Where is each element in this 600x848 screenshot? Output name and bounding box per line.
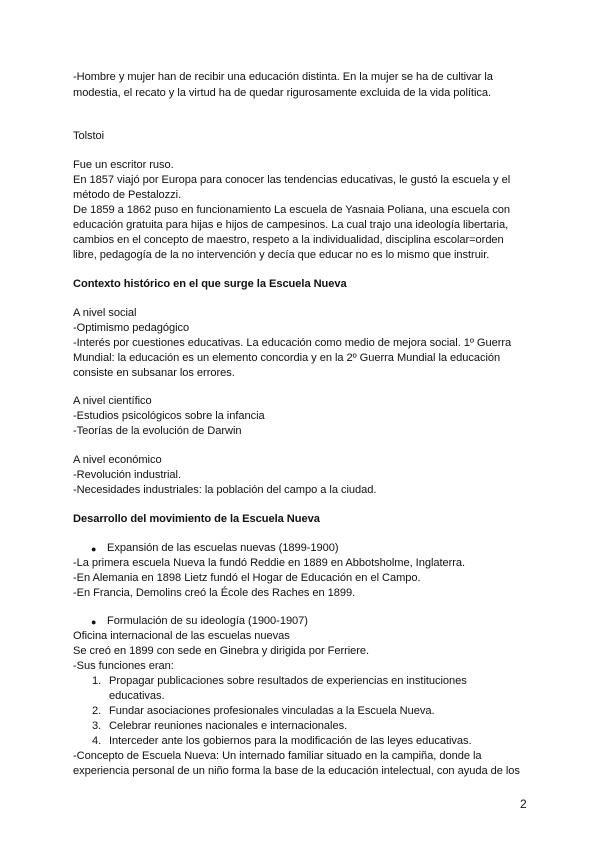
section-title-tolstoi: Tolstoi <box>73 130 105 142</box>
text-line: -Estudios psicológicos sobre la infancia <box>73 410 265 422</box>
text-line: -Sus funciones eran: <box>73 660 174 672</box>
text-line: -Interés por cuestiones educativas. La educación como medio de mejora social. 1º Guerra <box>73 337 512 349</box>
list-number: 2. <box>92 705 102 717</box>
list-item: Interceder ante los gobiernos para la modificación de las leyes educativas. <box>109 735 472 747</box>
text-line: Oficina internacional de las escuelas nuevas <box>73 630 290 642</box>
text-line: -La primera escuela Nueva la fundó Reddie en 1889 en Abbotsholme, Inglaterra. <box>73 557 466 569</box>
text-line: cambios en el concepto de maestro, respeto a la individualidad, disciplina escolar=orden <box>73 234 504 246</box>
text-line: método de Pestalozzi. <box>73 189 182 201</box>
text-line: educación gratuita para hijas e hijos de campesinos. La cual trajo una ideología libertaria, <box>73 219 509 231</box>
list-item: Fundar asociaciones profesionales vinculadas a la Escuela Nueva. <box>109 705 435 717</box>
list-number: 1. <box>92 675 102 687</box>
text-line: Se creó en 1899 con sede en Ginebra y dirigida por Ferriere. <box>73 645 370 657</box>
text-line: -En Alemania en 1898 Lietz fundó el Hogar de Educación en el Campo. <box>73 572 421 584</box>
bullet-icon: ● <box>91 617 97 627</box>
subheading-social: A nivel social <box>73 307 137 319</box>
list-number: 3. <box>92 720 102 732</box>
text-line: libre, pedagogía de la no intervención y decía que educar no es lo mismo que instruir. <box>73 249 490 261</box>
text-line: -Concepto de Escuela Nueva: Un internado familiar situado en la campiña, donde la <box>73 750 482 762</box>
text-line: Fue un escritor ruso. <box>73 159 174 171</box>
text-line: -Hombre y mujer han de recibir una educación distinta. En la mujer se ha de cultivar la <box>73 71 493 83</box>
text-line: experiencia personal de un niño forma la base de la educación intelectual, con ayuda de los <box>73 765 520 777</box>
text-line: -Revolución industrial. <box>73 469 181 481</box>
bullet-item: Formulación de su ideología (1900-1907) <box>107 615 308 627</box>
text-line: modestia, el recato y la virtud ha de quedar rigurosamente excluida de la vida política. <box>73 87 492 99</box>
text-line: -En Francia, Demolins creó la École des Raches en 1899. <box>73 587 356 599</box>
list-number: 4. <box>92 735 102 747</box>
subheading-economico: A nivel económico <box>73 454 162 466</box>
list-item: Celebrar reuniones nacionales e internacionales. <box>109 720 348 732</box>
text-line: -Teorías de la evolución de Darwin <box>73 425 242 437</box>
text-line: consiste en subsanar los errores. <box>73 367 235 379</box>
heading-desarrollo: Desarrollo del movimiento de la Escuela Nueva <box>73 513 320 525</box>
text-line: -Necesidades industriales: la población del campo a la ciudad. <box>73 484 377 496</box>
text-line: En 1857 viajó por Europa para conocer las tendencias educativas, le gustó la escuela y el <box>73 174 511 186</box>
text-line: -Optimismo pedagógico <box>73 322 190 334</box>
text-line: Mundial: la educación es un elemento concordia y en la 2º Guerra Mundial la educación <box>73 352 501 364</box>
page-number: 2 <box>520 797 527 811</box>
text-line: De 1859 a 1862 puso en funcionamiento La escuela de Yasnaia Poliana, una escuela con <box>73 204 511 216</box>
subheading-cientifico: A nivel científico <box>73 395 152 407</box>
bullet-item: Expansión de las escuelas nuevas (1899-1900) <box>107 542 339 554</box>
list-item: Propagar publicaciones sobre resultados de experiencias en instituciones <box>109 675 467 687</box>
heading-contexto: Contexto histórico en el que surge la Escuela Nueva <box>73 278 347 290</box>
bullet-icon: ● <box>91 544 97 554</box>
list-item-continuation: educativas. <box>109 690 165 702</box>
